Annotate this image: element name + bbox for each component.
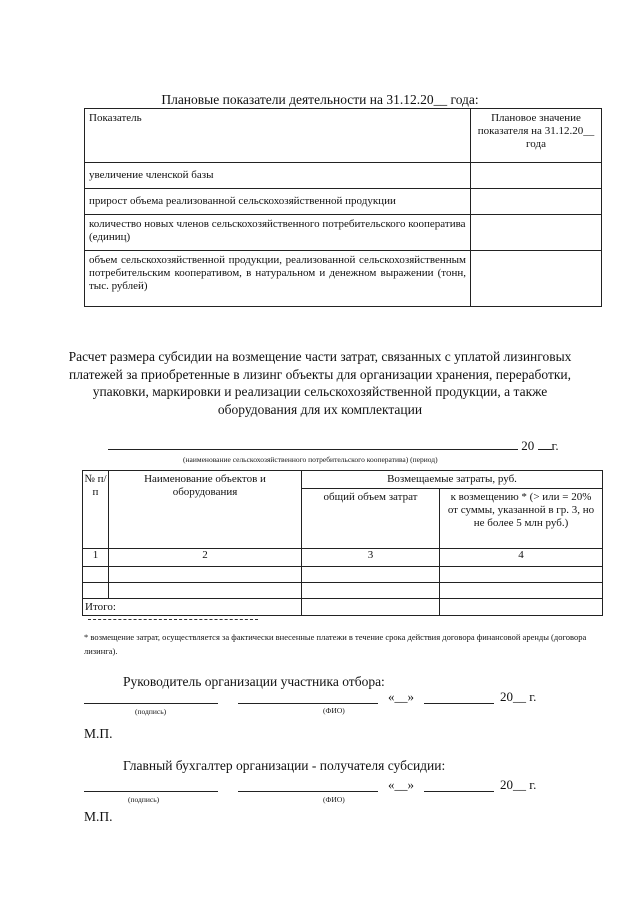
period-year-field[interactable] [538,437,552,450]
sign2-fio-caption: (ФИО) [323,795,345,804]
col-group-header: Возмещаемые затраты, руб. [302,471,603,489]
plan-row-2: прирост объема реализованной сельскохозяйственной продукции [85,189,471,215]
sign2-day: «__» [388,777,414,792]
plan-value-3[interactable] [471,215,602,251]
period-year-prefix: 20 [521,438,535,453]
table-cell[interactable] [83,567,109,583]
sign1-signature-field[interactable] [84,702,218,704]
plan-header-indicator: Показатель [85,109,471,163]
total-cell-4[interactable] [440,599,603,616]
total-label: Итого: [83,599,302,616]
calc-table [82,470,603,616]
table-cell[interactable] [109,567,302,583]
sign2-fio-field[interactable] [238,790,378,792]
plan-row-3: количество новых членов сельскохозяйственного потребительского кооператива (единиц) [85,215,471,251]
footnote-divider [88,619,258,620]
sign1-signature-caption: (подпись) [135,707,167,716]
col-num-header: № п/п [83,471,109,549]
plan-value-1[interactable] [471,163,602,189]
col-number-4: 4 [440,549,603,567]
table-cell[interactable] [109,583,302,599]
plan-value-2[interactable] [471,189,602,215]
sign1-month-field[interactable] [424,702,494,704]
plan-table [84,108,602,307]
plan-row-1: увеличение членской базы [85,163,471,189]
plan-title: Плановые показатели деятельности на 31.12.20__ года: [161,92,479,107]
cooperative-name-field[interactable] [108,437,518,450]
plan-row-4: объем сельскохозяйственной продукции, реализованной сельскохозяйственным потребительским кооперативом, в натуральном и денежном выражении (тонн, тыс. рублей) [85,251,471,307]
period-line [108,437,559,454]
col-number-2: 2 [109,549,302,567]
calc-title: Расчет размера субсидии на возмещение части затрат, связанных с уплатой лизинговых платежей за приобретенные в лизинг объекты для организации хранения, переработки, упаковки, маркировки и реализации сельскохозяйственной продукции, а также оборудования для их комплектации [68,349,572,417]
period-year-suffix: г. [551,438,559,453]
table-cell[interactable] [83,583,109,599]
plan-header-value: Плановое значение показателя на 31.12.20__ года [471,109,602,163]
col-name-header: Наименование объектов и оборудования [109,471,302,549]
sign1-fio-caption: (ФИО) [323,706,345,715]
sign2-title: Главный бухгалтер организации - получателя субсидии: [123,758,446,773]
period-caption: (наименование сельскохозяйственного потребительского кооператива) (период) [183,455,438,464]
sign2-year: 20__ г. [500,777,537,792]
col-number-1: 1 [83,549,109,567]
table-cell[interactable] [302,583,440,599]
sign1-title: Руководитель организации участника отбора: [123,674,385,689]
sign1-fio-field[interactable] [238,702,378,704]
sign2-signature-caption: (подпись) [128,795,160,804]
table-cell[interactable] [440,567,603,583]
sign1-day: «__» [388,689,414,704]
sign2-month-field[interactable] [424,790,494,792]
plan-value-4[interactable] [471,251,602,307]
col-number-3: 3 [302,549,440,567]
sign1-stamp: М.П. [84,726,113,741]
sign1-year: 20__ г. [500,689,537,704]
total-cell-3[interactable] [302,599,440,616]
sign2-stamp: М.П. [84,809,113,824]
col-total-header: общий объем затрат [302,489,440,549]
table-cell[interactable] [302,567,440,583]
col-reimb-header: к возмещению * (> или = 20% от суммы, указанной в гр. 3, но не более 5 млн руб.) [440,489,603,549]
sign2-signature-field[interactable] [84,790,218,792]
footnote: * возмещение затрат, осуществляется за фактически внесенные платежи в течение срока действия договора финансовой аренды (договора лизинга). [84,632,587,656]
table-cell[interactable] [440,583,603,599]
